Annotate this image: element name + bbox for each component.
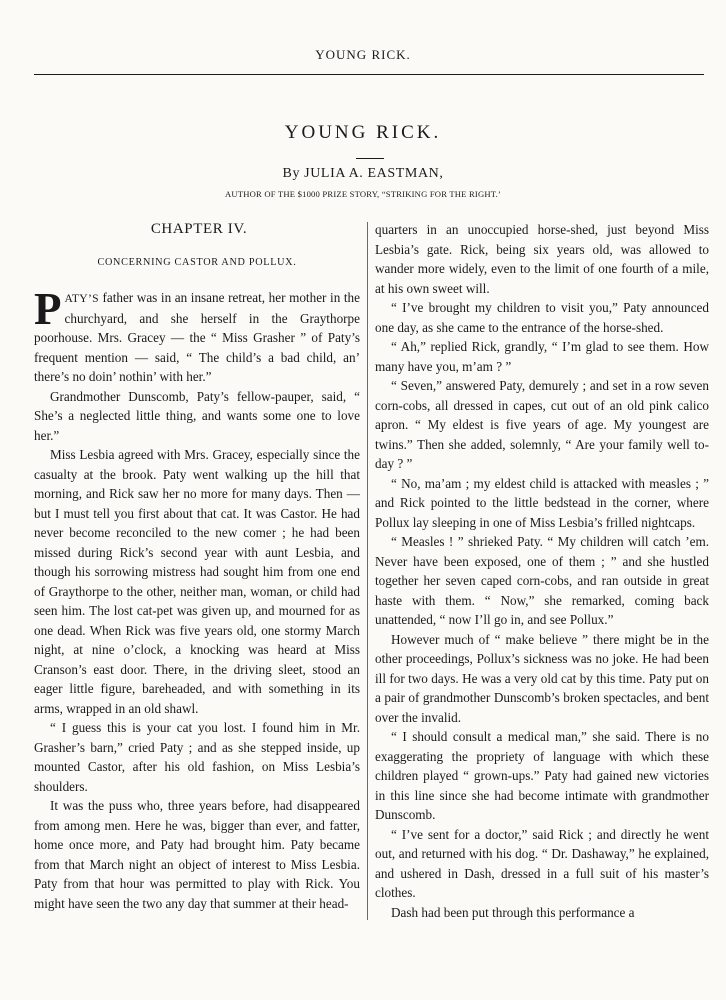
- paragraph: “ Measles ! ” shrieked Paty. “ My children will catch ’em. Never have been exposed, one of them ; ” and she hustled together her seven caped corn-cobs, and ran outside in great haste with them. “ Now,” she remarked, coming back unattended, “ now I’ll go in, and see Pollux.”: [375, 534, 709, 627]
- continued-paragraph: quarters in an unoccupied horse-shed, just beyond Miss Lesbia’s gate. Rick, being six years old, was allowed to wander more widely, even to the limit of one fourth of a mile, at his own sweet will.: [375, 222, 709, 296]
- paragraph: “ I guess this is your cat you lost. I found him in Mr. Grasher’s barn,” cried Paty ; and as she stepped inside, up mounted Castor, after his old fashion, on Miss Lesbia’s shoulders.: [34, 720, 360, 794]
- paragraph: “ I’ve sent for a doctor,” said Rick ; and directly he went out, and returned with his dog. “ Dr. Dashaway,” he explained, and ushered in Dash, dressed in a full suit of his master’s clothes.: [375, 826, 709, 900]
- title-rule: [356, 158, 384, 159]
- paragraph: However much of “ make believe ” there might be in the other proceedings, Pollux’s sickness was no joke. He had been ill for two days. He was a very old cat by this time. Paty put on a pair of grandmother Dunscomb’s broken spectacles, and bent over the invalid.: [375, 631, 709, 725]
- paragraph: “ Ah,” replied Rick, grandly, “ I’m glad to see them. How many have you, m’am ? ”: [375, 339, 709, 374]
- drop-cap: P: [34, 284, 62, 334]
- header-rule: [34, 74, 704, 75]
- chapter-heading: CHAPTER IV.: [150, 221, 248, 237]
- first-paragraph-text: father was in an insane retreat, her mother in the churchyard, and she herself in the Graythorpe poorhouse. Mrs. Gracey — the “ Miss Grasher ” of Paty’s frequent mention — said, “ The child’s a bad child, an’ there’s no doin’ nothin’ with her.”: [34, 290, 360, 384]
- paragraph: “ Seven,” answered Paty, demurely ; and set in a row seven corn-cobs, all dressed in capes, cut out of an old pink calico apron. “ My eldest is five years of age. My youngest are twins.” Then she added, solemnly, “ Are your family well to-day ? ”: [375, 378, 709, 471]
- story-title: YOUNG RICK.: [284, 122, 442, 143]
- first-paragraph: [34, 284, 360, 387]
- byline: By JULIA A. EASTMAN,: [282, 166, 444, 181]
- paragraph: Dash had been put through this performance a: [391, 904, 635, 920]
- paragraph: “ I’ve brought my children to visit you,” Paty announced one day, as she came to the entrance of the horse-shed.: [375, 300, 709, 335]
- running-head: YOUNG RICK.: [315, 47, 411, 62]
- first-word: ATY’S: [64, 292, 99, 305]
- author-note: AUTHOR OF THE $1000 PRIZE STORY, “STRIKING FOR THE RIGHT.’: [224, 189, 502, 199]
- paragraph: It was the puss who, three years before, had disappeared from among men. Here he was, bigger than ever, and fatter, home once more, and Paty had brought him. Paty became from that March night an object of interest to Miss Lesbia. Paty from that hour was permitted to play with Rick. You might have seen the two any day that summer at their head-: [34, 798, 360, 911]
- paragraph: “ I should consult a medical man,” she said. There is no exaggerating the propriety of language with which these children played “ grown-ups.” Paty had gained new victories in this line since she had become intimate with grandmother Dunscomb.: [375, 729, 709, 822]
- column-divider: [367, 222, 368, 920]
- left-column: [34, 220, 360, 913]
- paragraph: Miss Lesbia agreed with Mrs. Gracey, especially since the casualty at the brook. Paty went walking up the hill that morning, and Rick saw her no more for many days. Then — but I must tell you first about that cat. It was Castor. He had never become reconciled to the new comer ; he had been missed during Rick’s second year with aunt Lesbia, and though his sorrowing mistress had sought him from one end of Graythorpe to the other, neither man, woman, or child had seen him. The lost cat-pet was given up, and mourned for as one dead. When Rick was five years old, one stormy March night, at nine o’clock, a knocking was heard at Miss Cranson’s east door. There, in the driving sleet, stood an eager little figure, bareheaded, and with something in its arms, wrapped in an old shawl.: [34, 447, 360, 716]
- right-column: [375, 220, 709, 922]
- paragraph: Grandmother Dunscomb, Paty’s fellow-pauper, said, “ She’s a neglected little thing, and wants some one to love her.”: [34, 388, 360, 443]
- chapter-subtitle: CONCERNING CASTOR AND POLLUX.: [97, 256, 297, 268]
- paragraph: “ No, ma’am ; my eldest child is attacked with measles ; ” and Rick pointed to the little bedstead in the corner, where Pollux lay sleeping in one of Miss Lesbia’s frilled nightcaps.: [375, 475, 709, 530]
